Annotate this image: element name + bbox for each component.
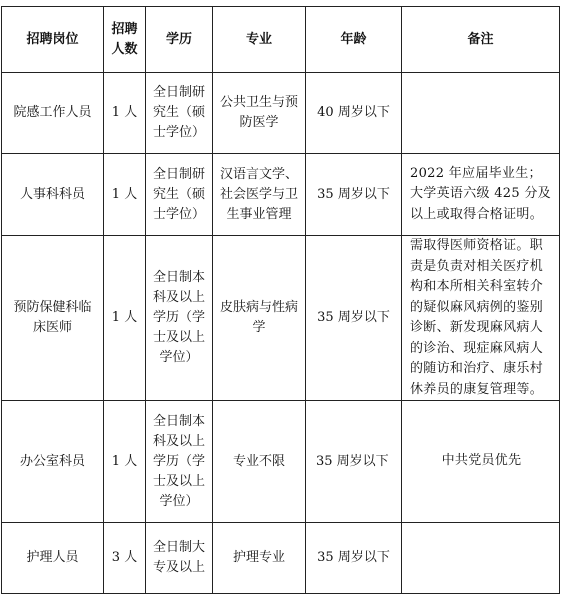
cell-major: 专业不限 [213, 401, 306, 523]
header-count: 招聘人数 [104, 7, 146, 73]
cell-position: 护理人员 [2, 523, 104, 594]
table-row [2, 154, 560, 236]
cell-remark: 2022 年应届毕业生；大学英语六级 425 分及以上或取得合格证明。 [402, 154, 560, 236]
header-education: 学历 [146, 7, 213, 73]
cell-count: 1 人 [104, 236, 146, 401]
cell-age: 35 周岁以下 [306, 236, 402, 401]
table-row [2, 401, 560, 523]
cell-age: 35 周岁以下 [306, 523, 402, 594]
cell-position: 院感工作人员 [2, 73, 104, 154]
cell-age: 40 周岁以下 [306, 73, 402, 154]
cell-education: 全日制研究生（硕士学位） [146, 154, 213, 236]
cell-remark [402, 523, 560, 594]
header-major: 专业 [213, 7, 306, 73]
cell-remark: 需取得医师资格证。职责是负责对相关医疗机构和本所相关科室转介的疑似麻风病例的鉴别诊断、新发现麻风病人的诊治、现症麻风病人的随访和治疗、康乐村休养员的康复管理等。 [402, 236, 560, 401]
cell-education: 全日制研究生（硕士学位） [146, 73, 213, 154]
header-remark: 备注 [402, 7, 560, 73]
cell-education: 全日制本科及以上学历（学士及以上学位） [146, 401, 213, 523]
cell-education: 全日制大专及以上 [146, 523, 213, 594]
header-age: 年龄 [306, 7, 402, 73]
header-position: 招聘岗位 [2, 7, 104, 73]
cell-major: 护理专业 [213, 523, 306, 594]
cell-position: 人事科科员 [2, 154, 104, 236]
table-row [2, 236, 560, 401]
table-row [2, 523, 560, 594]
cell-age: 35 周岁以下 [306, 154, 402, 236]
table-row [2, 73, 560, 154]
cell-remark [402, 73, 560, 154]
cell-major: 汉语言文学、社会医学与卫生事业管理 [213, 154, 306, 236]
cell-remark: 中共党员优先 [402, 401, 560, 523]
cell-major: 皮肤病与性病学 [213, 236, 306, 401]
table-header-row [2, 7, 560, 73]
cell-count: 1 人 [104, 73, 146, 154]
cell-count: 3 人 [104, 523, 146, 594]
recruitment-table [1, 6, 560, 594]
cell-major: 公共卫生与预防医学 [213, 73, 306, 154]
cell-education: 全日制本科及以上学历（学士及以上学位） [146, 236, 213, 401]
cell-position: 办公室科员 [2, 401, 104, 523]
cell-count: 1 人 [104, 401, 146, 523]
cell-age: 35 周岁以下 [306, 401, 402, 523]
cell-count: 1 人 [104, 154, 146, 236]
cell-position: 预防保健科临床医师 [2, 236, 104, 401]
